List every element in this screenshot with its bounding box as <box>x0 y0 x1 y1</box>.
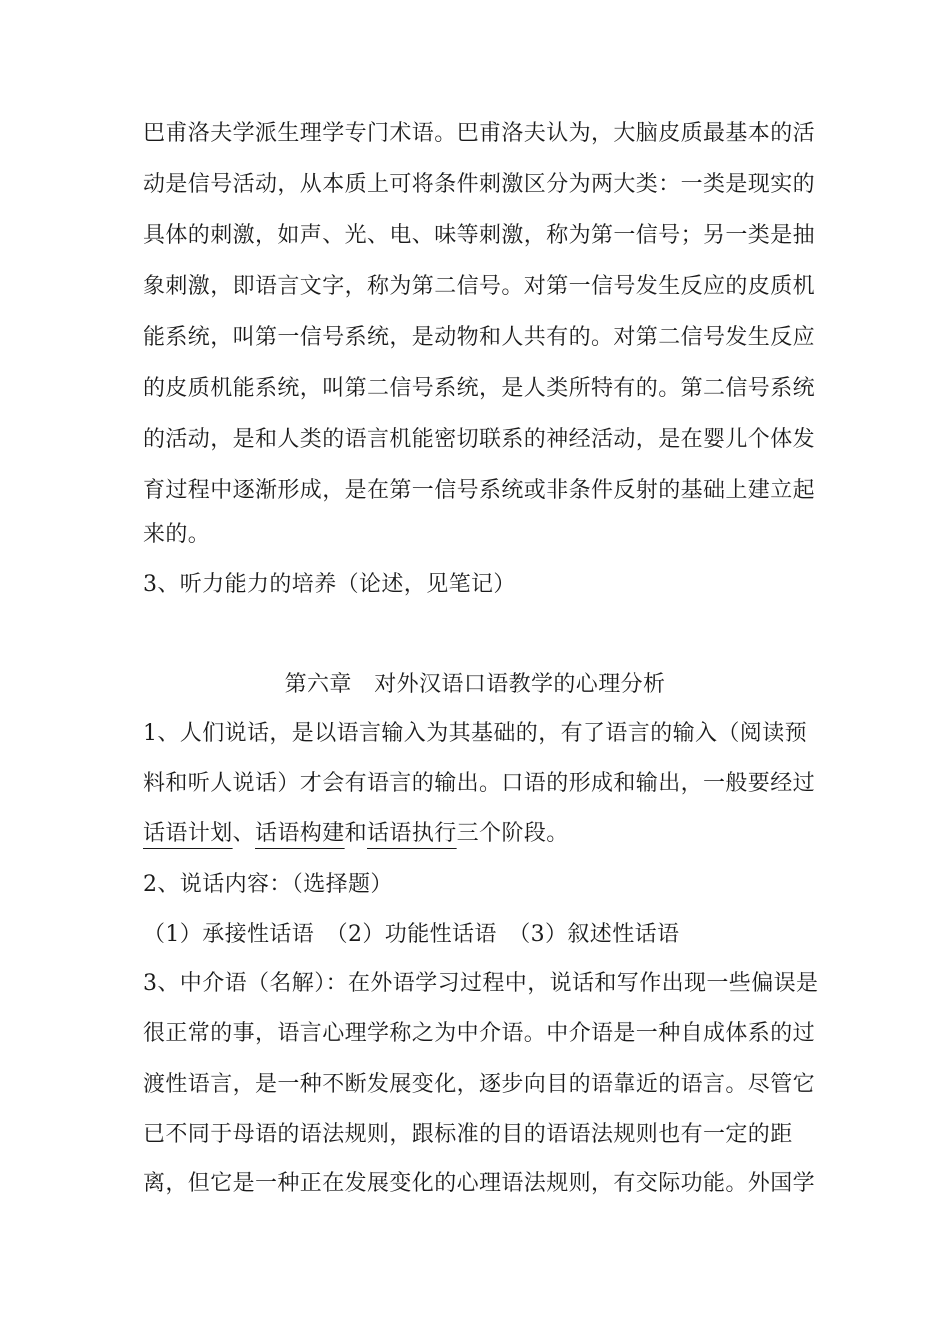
paragraph-line: 巴甫洛夫学派生理学专门术语。巴甫洛夫认为，大脑皮质最基本的活 <box>143 121 816 146</box>
underlined-term-speech-planning: 话语计划 <box>143 821 233 846</box>
paragraph-line: 来的。 <box>143 522 211 547</box>
separator-text: 、 <box>232 821 256 846</box>
separator-text: 和 <box>344 821 368 846</box>
paragraph-line: 很正常的事，语言心理学称之为中介语。中介语是一种自成体系的过 <box>143 1021 816 1046</box>
chapter-title: 第六章 对外汉语口语教学的心理分析 <box>284 672 666 697</box>
paragraph-line: 1、人们说话，是以语言输入为其基础的，有了语言的输入（阅读预 <box>143 721 807 746</box>
list-item-heading: 2、说话内容：（选择题） <box>143 872 393 897</box>
paragraph-line: 离，但它是一种正在发展变化的心理语法规则，有交际功能。外国学 <box>143 1171 816 1196</box>
paragraph-line: 象刺激，即语言文字，称为第二信号。对第一信号发生反应的皮质机 <box>143 274 816 299</box>
paragraph-line: 育过程中逐渐形成，是在第一信号系统或非条件反射的基础上建立起 <box>143 478 816 503</box>
paragraph-line: 料和听人说话）才会有语言的输出。口语的形成和输出，一般要经过 <box>143 771 816 796</box>
paragraph-line: 的皮质机能系统，叫第二信号系统，是人类所特有的。第二信号系统 <box>143 376 816 401</box>
paragraph-line: 的活动，是和人类的语言机能密切联系的神经活动，是在婴儿个体发 <box>143 427 816 452</box>
stages-tail-text: 三个阶段。 <box>456 821 569 846</box>
paragraph-line: 动是信号活动，从本质上可将条件刺激区分为两大类：一类是现实的 <box>143 172 816 197</box>
list-item-heading: 3、听力能力的培养（论述，见笔记） <box>143 572 516 597</box>
paragraph-line: 能系统，叫第一信号系统，是动物和人共有的。对第二信号发生反应 <box>143 325 816 350</box>
underlined-term-speech-execution: 话语执行 <box>367 821 457 846</box>
paragraph-line: 已不同于母语的语法规则，跟标准的目的语语法规则也有一定的距 <box>143 1122 793 1147</box>
paragraph-line: 渡性语言，是一种不断发展变化，逐步向目的语靠近的语言。尽管它 <box>143 1072 816 1097</box>
paragraph-line: 具体的刺激，如声、光、电、味等刺激，称为第一信号；另一类是抽 <box>143 223 816 248</box>
options-line: （1）承接性话语 （2）功能性话语 （3）叙述性话语 <box>143 922 680 947</box>
stages-line <box>143 819 823 849</box>
paragraph-line: 3、中介语（名解）：在外语学习过程中，说话和写作出现一些偏误是 <box>143 971 819 996</box>
underlined-term-speech-construction: 话语构建 <box>255 821 345 846</box>
